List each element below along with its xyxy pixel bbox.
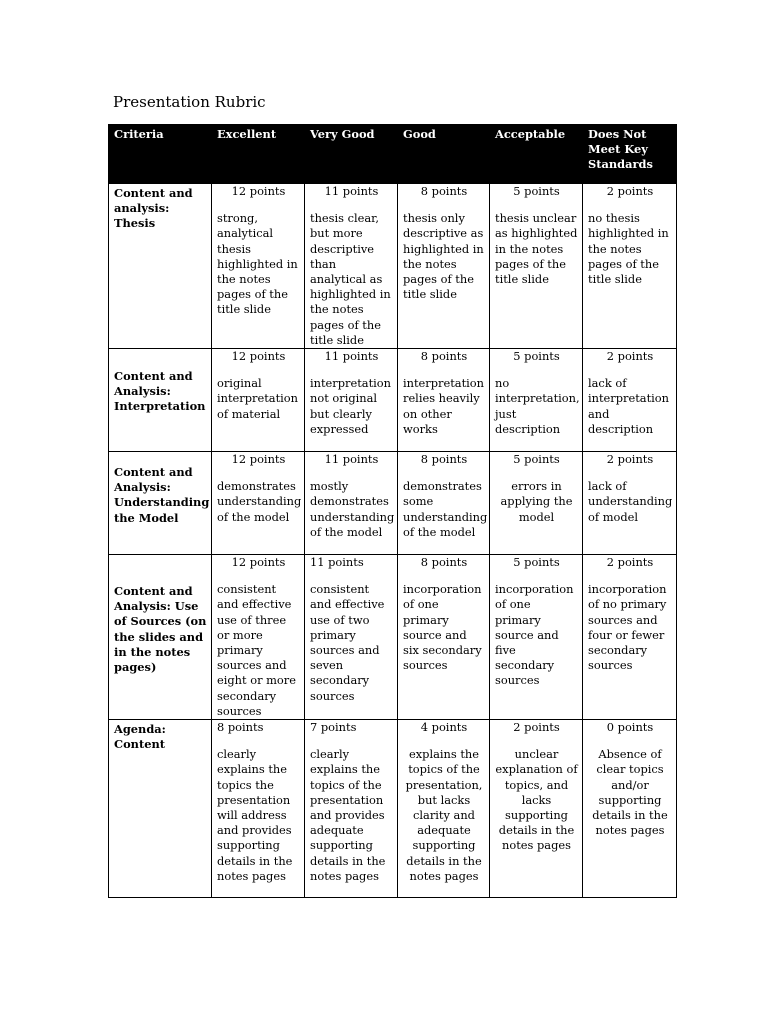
description-text: clearly explains the topics the presentation will address and provides supporting details in the notes pages <box>217 747 293 883</box>
description-text: original interpretation of material <box>217 376 299 421</box>
score-cell <box>398 555 490 720</box>
description-text: incorporation of one primary source and six secondary sources <box>403 582 482 673</box>
description-text: interpretation relies heavily on other works <box>403 376 485 436</box>
score-cell <box>305 184 398 349</box>
description-text: no interpretation, just description <box>495 376 580 436</box>
description-text: mostly demonstrates understanding of the model <box>310 479 395 539</box>
description-text: Absence of clear topics and/or supporting details in the notes pages <box>592 747 668 838</box>
points-label: 11 points <box>310 555 364 570</box>
points-label: 12 points <box>231 349 286 364</box>
description-text: thesis unclear as highlighted in the notes pages of the title slide <box>495 211 578 287</box>
header-very-good: Very Good <box>305 125 398 184</box>
score-cell <box>398 349 490 452</box>
table-row <box>109 452 677 555</box>
score-cell <box>212 720 305 898</box>
criteria-cell: Content and Analysis: Interpretation <box>109 349 212 452</box>
header-acceptable: Acceptable <box>490 125 583 184</box>
score-cell <box>305 349 398 452</box>
header-does-not-meet: Does Not Meet Key Standards <box>583 125 677 184</box>
points-label: 8 points <box>217 720 264 735</box>
header-excellent: Excellent <box>212 125 305 184</box>
points-label: 0 points <box>606 720 654 735</box>
description-text: interpretation not original but clearly expressed <box>310 376 392 436</box>
score-cell <box>305 555 398 720</box>
header-row <box>109 125 677 184</box>
description-text: clearly explains the topics of the presentation and provides adequate supporting details in the notes pages <box>310 747 386 883</box>
points-label: 8 points <box>420 555 468 570</box>
points-label: 5 points <box>513 452 560 467</box>
points-label: 2 points <box>606 452 654 467</box>
score-cell <box>583 349 677 452</box>
score-cell <box>212 184 305 349</box>
criteria-cell: Content and analysis: Thesis <box>109 184 212 349</box>
score-cell <box>490 184 583 349</box>
score-cell <box>212 452 305 555</box>
table-row <box>109 184 677 349</box>
document-title: Presentation Rubric <box>113 93 266 111</box>
criteria-cell: Content and Analysis: Understanding the Model <box>109 452 212 555</box>
description-text: lack of understanding of model <box>588 479 673 524</box>
score-cell <box>398 720 490 898</box>
score-cell <box>583 555 677 720</box>
description-text: no thesis highlighted in the notes pages of the title slide <box>588 211 669 287</box>
table-row <box>109 555 677 720</box>
points-label: 2 points <box>606 184 654 198</box>
score-cell <box>398 452 490 555</box>
points-label: 11 points <box>324 452 379 467</box>
description-text: explains the topics of the presentation, but lacks clarity and adequate supporting details in the notes pages <box>405 747 483 883</box>
header-good: Good <box>398 125 490 184</box>
points-label: 4 points <box>420 720 468 735</box>
description-text: consistent and effective use of two primary sources and seven secondary sources <box>310 582 385 703</box>
description-text: strong, analytical thesis highlighted in the notes pages of the title slide <box>217 211 298 317</box>
score-cell <box>305 452 398 555</box>
points-label: 8 points <box>420 349 468 364</box>
score-cell <box>490 349 583 452</box>
points-label: 5 points <box>513 349 560 364</box>
points-label: 12 points <box>231 555 286 570</box>
score-cell <box>398 184 490 349</box>
description-text: thesis clear, but more descriptive than analytical as highlighted in the notes pages of the title slide <box>310 211 391 347</box>
score-cell <box>583 452 677 555</box>
description-text: incorporation of no primary sources and four or fewer secondary sources <box>588 582 667 673</box>
description-text: demonstrates understanding of the model <box>217 479 302 524</box>
points-label: 2 points <box>606 349 654 364</box>
points-label: 12 points <box>231 184 286 198</box>
score-cell <box>212 349 305 452</box>
points-label: 8 points <box>420 184 468 198</box>
points-label: 5 points <box>513 184 560 198</box>
rubric-table <box>108 124 677 898</box>
table-row <box>109 720 677 898</box>
description-text: demonstrates some understanding of the model <box>403 479 488 539</box>
description-text: thesis only descriptive as highlighted in the notes pages of the title slide <box>403 211 484 302</box>
score-cell <box>583 720 677 898</box>
header-criteria: Criteria <box>109 125 212 184</box>
points-label: 7 points <box>310 720 357 735</box>
points-label: 2 points <box>513 720 560 735</box>
criteria-cell: Content and Analysis: Use of Sources (on the slides and in the notes pages) <box>109 555 212 720</box>
points-label: 2 points <box>606 555 654 570</box>
table-row <box>109 349 677 452</box>
points-label: 5 points <box>513 555 560 570</box>
criteria-cell: Agenda: Content <box>109 720 212 898</box>
score-cell <box>583 184 677 349</box>
score-cell <box>305 720 398 898</box>
description-text: consistent and effective use of three or more primary sources and eight or more secondary sources <box>217 582 296 718</box>
points-label: 8 points <box>420 452 468 467</box>
points-label: 11 points <box>324 349 379 364</box>
description-text: unclear explanation of topics, and lacks supporting details in the notes pages <box>495 747 578 853</box>
score-cell <box>490 555 583 720</box>
points-label: 11 points <box>324 184 379 198</box>
score-cell <box>212 555 305 720</box>
description-text: lack of interpretation and description <box>588 376 670 436</box>
score-cell <box>490 452 583 555</box>
description-text: errors in applying the model <box>500 479 573 524</box>
description-text: incorporation of one primary source and five secondary sources <box>495 582 574 688</box>
score-cell <box>490 720 583 898</box>
points-label: 12 points <box>231 452 286 467</box>
